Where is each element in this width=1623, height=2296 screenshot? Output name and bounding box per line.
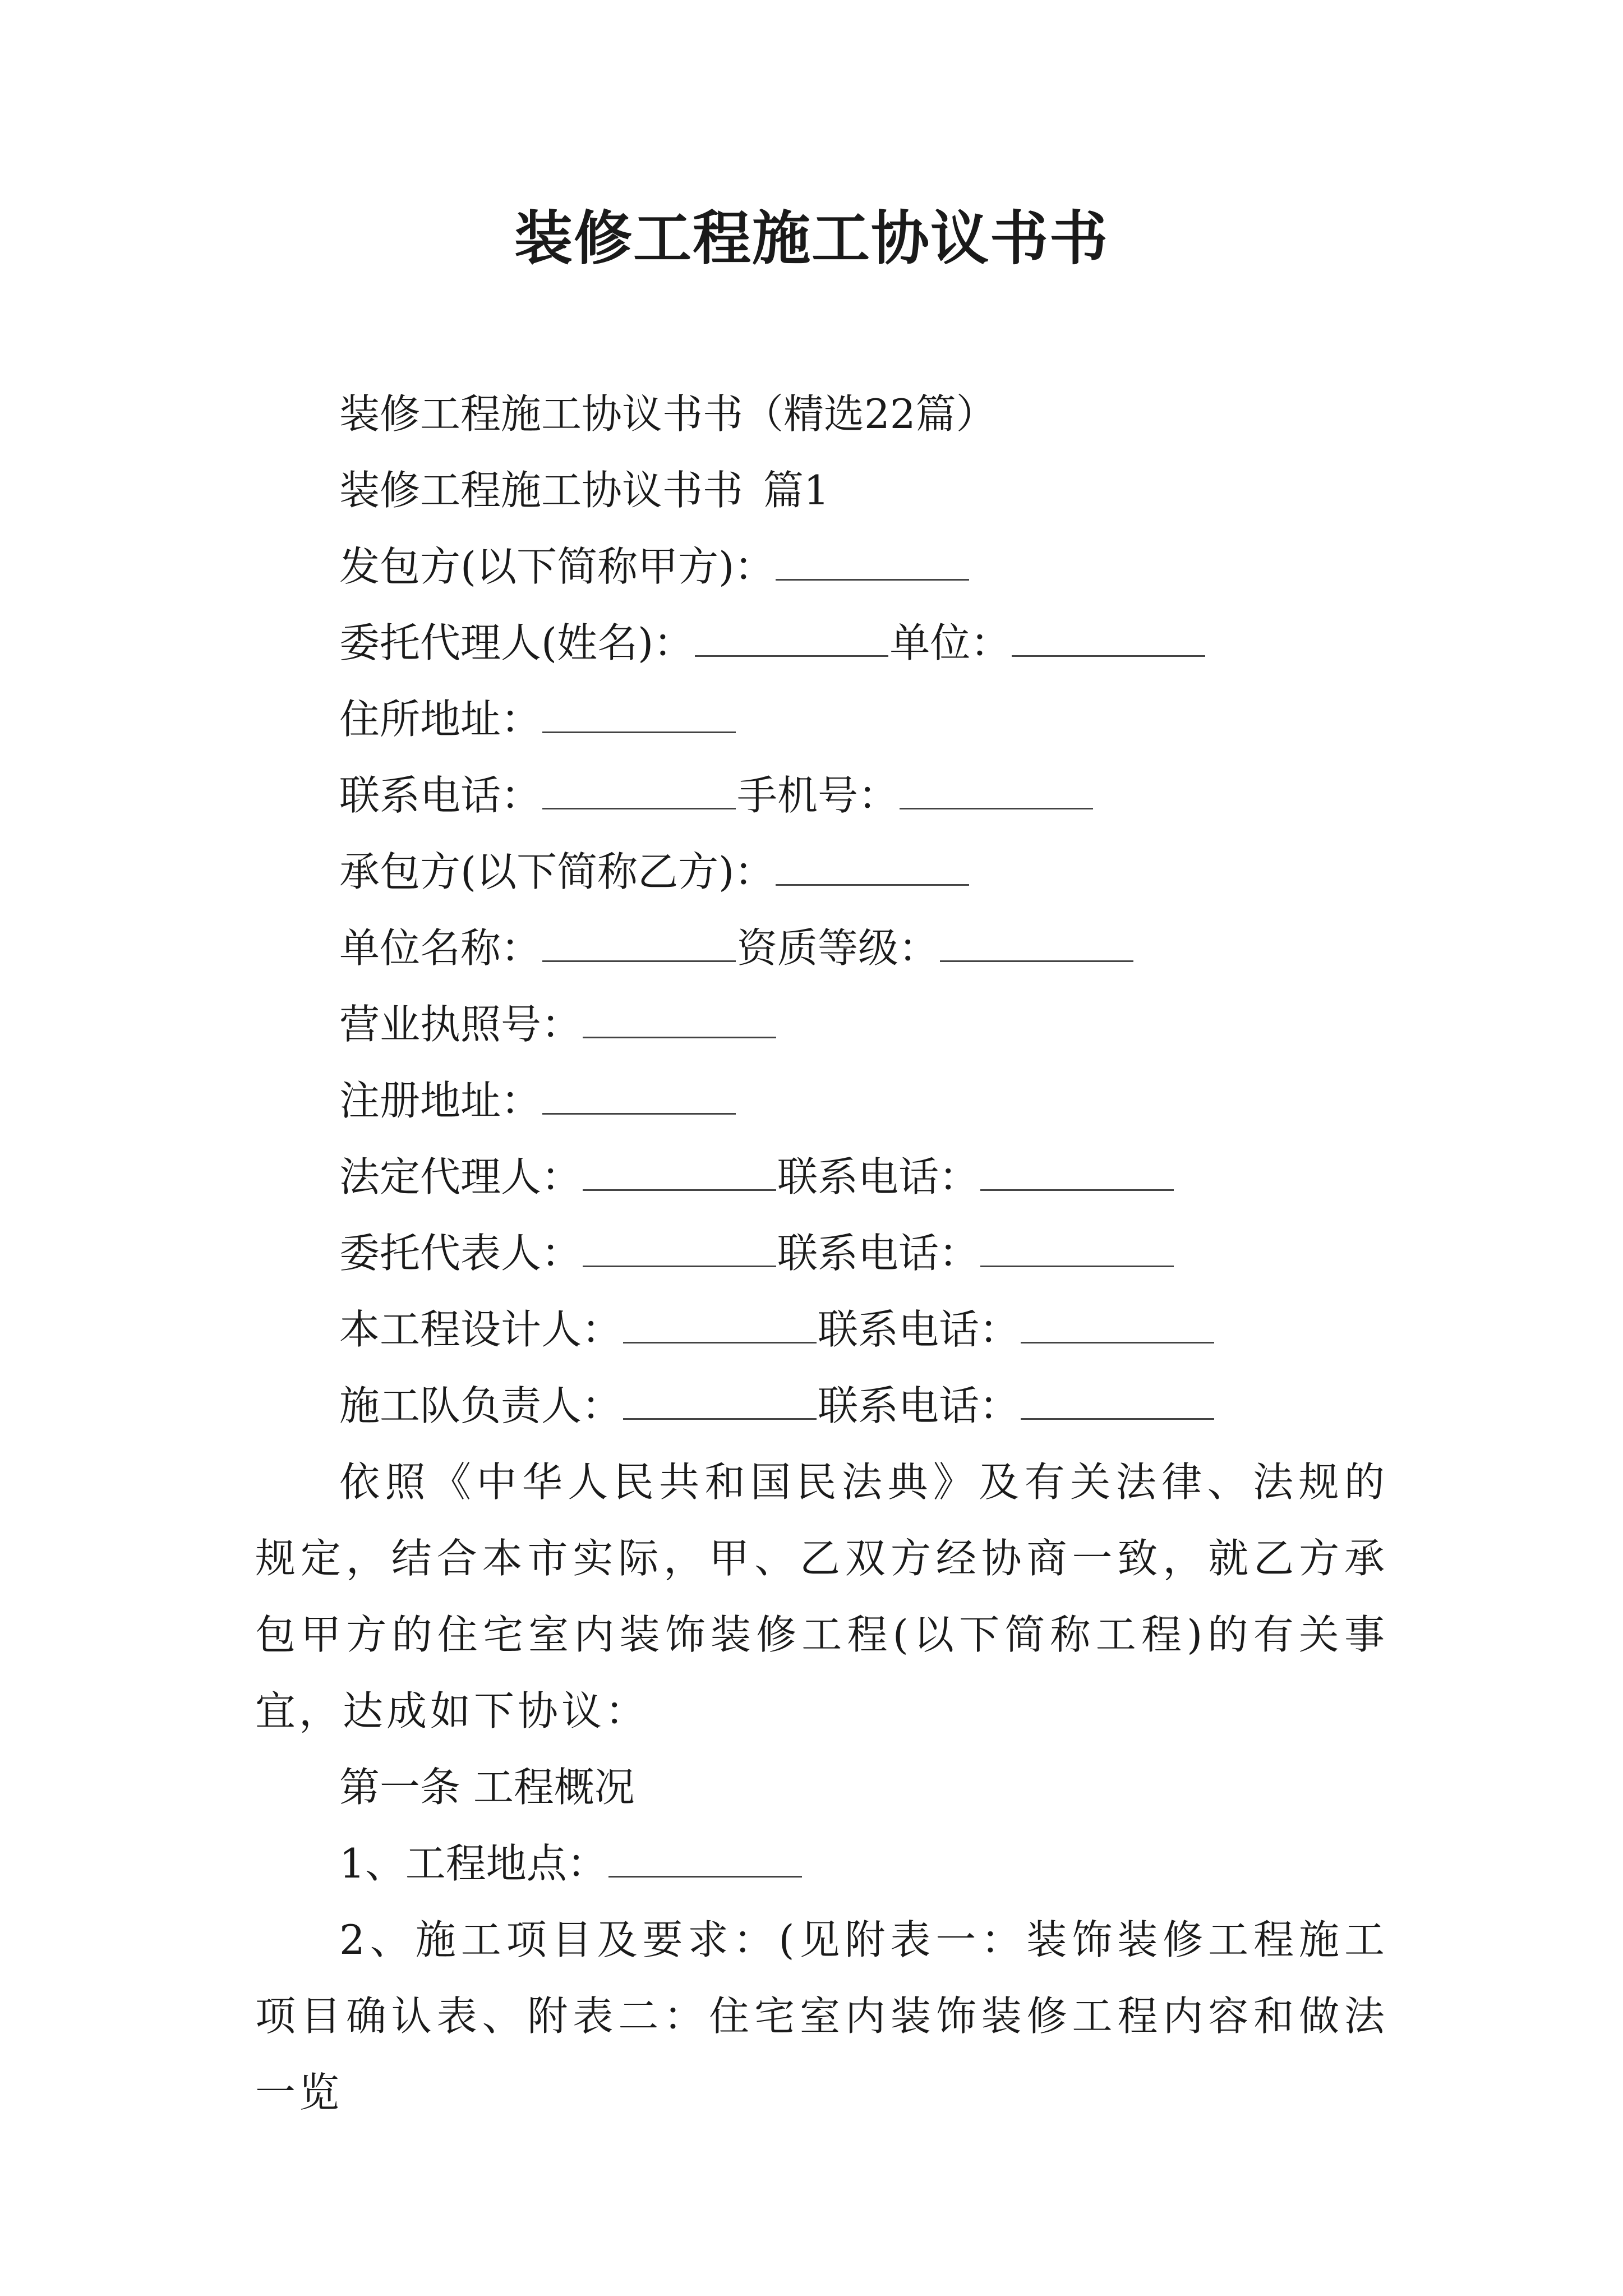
address-line [255, 681, 1388, 757]
license-line [255, 986, 1388, 1062]
registered-address-blank[interactable] [542, 1112, 736, 1115]
foreman-phone-blank[interactable] [1021, 1418, 1214, 1420]
agent-unit-label: 单位： [889, 619, 1011, 666]
designer-phone-label: 联系电话： [818, 1306, 1020, 1353]
delegate-blank[interactable] [583, 1265, 776, 1267]
site-line [255, 1825, 1388, 1902]
designer-phone-blank[interactable] [1021, 1341, 1214, 1343]
chapter-number: 篇1 [763, 467, 829, 514]
designer-label: 本工程设计人： [339, 1306, 623, 1353]
delegate-phone-blank[interactable] [980, 1265, 1174, 1267]
delegate-line [255, 1215, 1388, 1291]
party-a-blank[interactable] [776, 578, 969, 581]
subtitle-line [255, 376, 1388, 452]
mobile-label: 手机号： [737, 772, 899, 819]
party-a-label: 发包方(以下简称甲方)： [339, 543, 775, 590]
designer-line [255, 1291, 1388, 1368]
site-blank[interactable] [608, 1875, 802, 1878]
delegate-phone-label: 联系电话： [777, 1230, 980, 1277]
phone-blank[interactable] [542, 807, 736, 809]
article-one-heading [255, 1749, 1388, 1825]
company-line [255, 910, 1388, 986]
article-one-title: 第一条 工程概况 [339, 1764, 635, 1811]
qualification-label: 资质等级： [737, 924, 939, 972]
preamble-paragraph: 依照《中华人民共和国民法典》及有关法律、法规的规定，结合本市实际，甲、乙双方经协商一致，就乙方承包甲方的住宅室内装饰装修工程(以下简称工程)的有关事宜，达成如下协议： [255, 1458, 1388, 1734]
document-body [255, 376, 1388, 2131]
registered-address-label: 注册地址： [339, 1077, 542, 1124]
delegate-label: 委托代表人： [339, 1230, 582, 1277]
legal-rep-phone-blank[interactable] [980, 1189, 1174, 1191]
chapter-heading [255, 452, 1388, 528]
agent-label: 委托代理人(姓名)： [339, 619, 694, 666]
qualification-blank[interactable] [940, 960, 1133, 962]
license-blank[interactable] [583, 1036, 776, 1038]
document-title: 装修工程施工协议书书 [514, 204, 1109, 273]
party-b-blank[interactable] [776, 884, 969, 886]
legal-rep-blank[interactable] [583, 1189, 776, 1191]
contact-line [255, 757, 1388, 834]
license-label: 营业执照号： [339, 1001, 582, 1048]
mobile-blank[interactable] [900, 807, 1093, 809]
site-label: 1、工程地点： [339, 1840, 607, 1887]
phone-label: 联系电话： [339, 772, 542, 819]
foreman-blank[interactable] [623, 1418, 817, 1420]
foreman-line [255, 1368, 1388, 1444]
agent-line [255, 605, 1388, 681]
scope-paragraph: 2、施工项目及要求：(见附表一：装饰装修工程施工项目确认表、附表二：住宅室内装饰装修工程内容和做法一览 [255, 1916, 1388, 2116]
foreman-label: 施工队负责人： [339, 1382, 623, 1429]
registered-address-line [255, 1062, 1388, 1139]
party-b-line [255, 834, 1388, 910]
subtitle-text: 装修工程施工协议书书（精选22篇） [339, 390, 997, 438]
company-blank[interactable] [542, 960, 736, 962]
agent-unit-blank[interactable] [1012, 655, 1205, 657]
company-label: 单位名称： [339, 924, 542, 972]
legal-rep-label: 法定代理人： [339, 1153, 582, 1200]
party-b-label: 承包方(以下简称乙方)： [339, 848, 775, 895]
party-a-line [255, 528, 1388, 605]
legal-rep-line [255, 1139, 1388, 1215]
designer-blank[interactable] [623, 1341, 817, 1343]
agent-blank[interactable] [695, 655, 888, 657]
legal-rep-phone-label: 联系电话： [777, 1153, 980, 1200]
foreman-phone-label: 联系电话： [818, 1382, 1020, 1429]
address-blank[interactable] [542, 731, 736, 733]
address-label: 住所地址： [339, 696, 542, 743]
chapter-title: 装修工程施工协议书书 [339, 467, 744, 514]
